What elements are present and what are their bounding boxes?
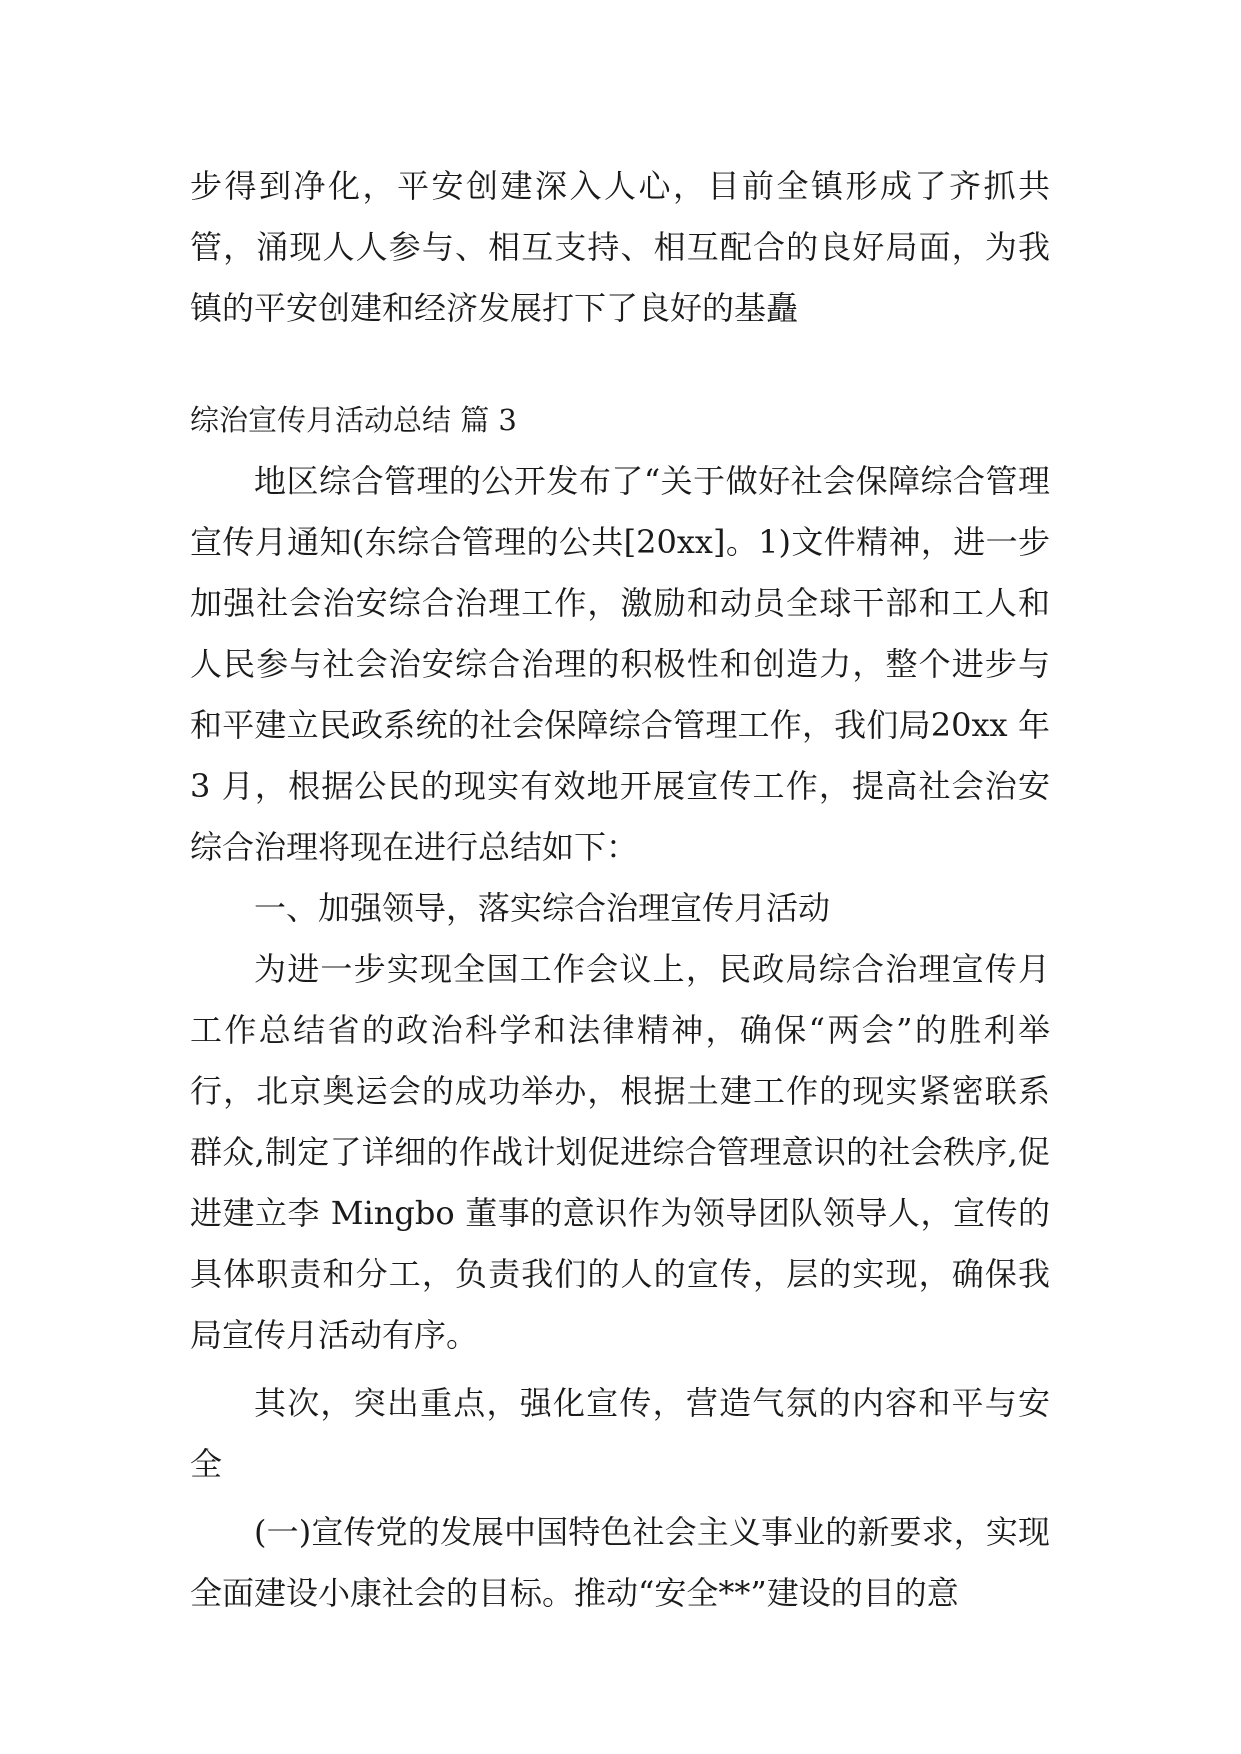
paragraph-propaganda: (一)宣传党的发展中国特色社会主义事业的新要求，实现全面建设小康社会的目标。推动“安全**”建设的目的意 xyxy=(190,1513,1050,1612)
spacer xyxy=(190,1366,1050,1373)
paragraph-intro: 地区综合管理的公开发布了“关于做好社会保障综合管理宣传月通知(东综合管理的公共[20xx]。1)文件精神，进一步加强社会治安综合治理工作，激励和动员全球干部和工人和人民参与社会治安综合治理的积极性和创造力，整个进步与和平建立民政系统的社会保障综合管理工作，我们局20xx 年 3 月，根据公民的现实有效地开展宣传工作，提高社会治安综合治理将现在进行总结如下： xyxy=(190,462,1050,866)
section-title: 综治宣传月活动总结 篇 3 xyxy=(190,403,517,437)
spacer xyxy=(190,1495,1050,1502)
spacer xyxy=(190,339,1050,390)
document-body xyxy=(190,156,1050,1624)
paragraph-leadership: 为进一步实现全国工作会议上，民政局综合治理宣传月工作总结省的政治科学和法律精神，确保“两会”的胜利举行，北京奥运会的成功举办，根据土建工作的现实紧密联系群众,制定了详细的作战计划促进综合管理意识的社会秩序,促进建立李 Mingbo 董事的意识作为领导团队领导人，宣传的具体职责和分工，负责我们的人的宣传，层的实现，确保我局宣传月活动有序。 xyxy=(190,950,1050,1354)
heading-one: 一、加强领导，落实综合治理宣传月活动 xyxy=(254,889,831,927)
paragraph-continued: 步得到净化，平安创建深入人心，目前全镇形成了齐抓共管，涌现人人参与、相互支持、相互配合的良好局面，为我镇的平安创建和经济发展打下了良好的基矗 xyxy=(190,167,1050,327)
heading-two: 其次，突出重点，强化宣传，营造气氛的内容和平与安全 xyxy=(190,1384,1050,1483)
